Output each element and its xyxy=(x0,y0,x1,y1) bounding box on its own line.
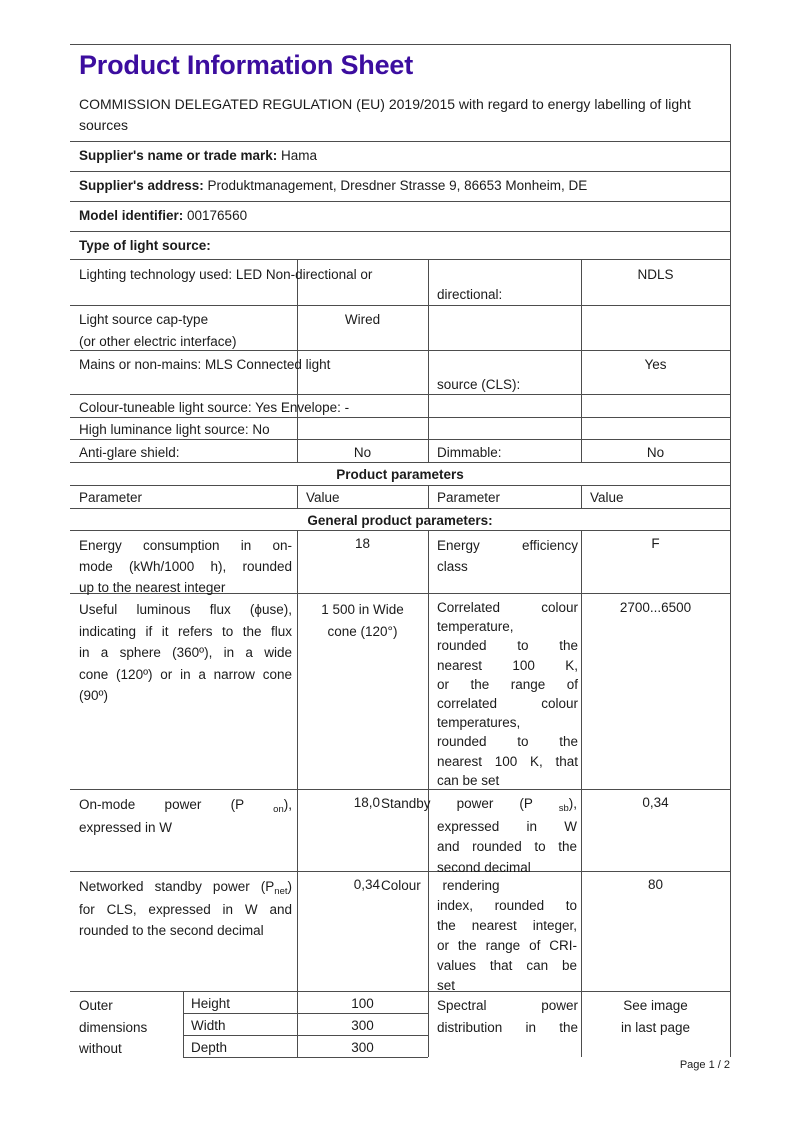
standby-power-value: 0,34 xyxy=(642,795,669,810)
table-border-horizontal xyxy=(70,44,730,45)
subtable-border-horizontal xyxy=(183,1035,428,1036)
dimmable-value: No xyxy=(646,445,665,460)
subtable-border-horizontal xyxy=(183,1057,428,1058)
subscript-on: on xyxy=(273,804,284,815)
cap-type-label-line2: (or other electric interface) xyxy=(79,334,237,349)
colour-tuneable-row: Colour-tuneable light source: Yes Envelope: - xyxy=(79,400,350,415)
mains-value: Yes xyxy=(644,357,667,372)
energy-consumption-value: 18 xyxy=(354,536,371,551)
product-parameters-band: Product parameters xyxy=(336,467,464,482)
dimension-depth-value: 300 xyxy=(351,1040,374,1055)
outer-dimensions-label: Outer dimensions without xyxy=(79,998,148,1056)
anti-glare-label: Anti-glare shield: xyxy=(79,445,180,460)
supplier-address-label: Supplier's address: xyxy=(79,178,204,193)
table-border-horizontal xyxy=(70,305,730,306)
regulation-subtitle: COMMISSION DELEGATED REGULATION (EU) 2019/2015 with regard to energy labelling of light sources xyxy=(79,96,691,133)
table-border-horizontal xyxy=(70,485,730,486)
dimension-width-label: Width xyxy=(191,1018,226,1033)
onmode-power-value: 18,0 xyxy=(353,795,380,810)
energy-consumption-label: Energy consumption in on- mode (kWh/1000 h), rounded up to the nearest integer xyxy=(79,538,292,595)
lighting-technology-label-line1: Lighting technology used: LED Non-directional or xyxy=(79,267,373,282)
dimmable-label: Dimmable: xyxy=(437,445,502,460)
lighting-technology-label-line2: directional: xyxy=(437,287,503,302)
luminous-flux-label: Useful luminous flux (ϕuse), indicating if it refers to the flux in a sphere (360º), in a wide cone (120º) or in a narrow cone (90º) xyxy=(79,602,292,703)
energy-efficiency-class-value: F xyxy=(651,536,660,551)
table-border-vertical xyxy=(730,44,731,1057)
table-border-horizontal xyxy=(70,394,730,395)
page-title: Product Information Sheet xyxy=(79,50,414,80)
networked-standby-label: Networked standby power $(P_{net})$ for CLS, expressed in W and rounded to the second decimal xyxy=(79,879,292,938)
table-border-vertical xyxy=(581,485,582,508)
table-border-horizontal xyxy=(70,439,730,440)
subscript-net: net xyxy=(274,886,288,897)
table-border-horizontal xyxy=(70,871,730,872)
colour-rendering-index-value: 80 xyxy=(647,877,664,892)
spectral-power-distribution-label: Spectral power distribution in the xyxy=(437,998,578,1035)
subtable-border-vertical xyxy=(183,991,184,1057)
dimension-depth-label: Depth xyxy=(191,1040,228,1055)
table-border-horizontal xyxy=(70,201,730,202)
energy-efficiency-class-label: Energy efficiency class xyxy=(437,538,578,574)
cap-type-value: Wired xyxy=(344,312,381,327)
table-border-horizontal xyxy=(70,508,730,509)
subtable-border-horizontal xyxy=(183,1013,428,1014)
table-border-horizontal xyxy=(70,141,730,142)
column-header-value-2: Value xyxy=(590,490,624,505)
table-border-horizontal xyxy=(70,462,730,463)
correlated-colour-temperature-value: 2700...6500 xyxy=(619,600,692,615)
general-product-parameters-band: General product parameters: xyxy=(307,513,493,528)
model-identifier-row xyxy=(79,207,247,225)
mains-label-line1: Mains or non-mains: MLS Connected light xyxy=(79,357,331,372)
supplier-name-row xyxy=(79,147,317,165)
dimension-height-value: 100 xyxy=(351,996,374,1011)
dimension-width-value: 300 xyxy=(351,1018,374,1033)
table-border-horizontal xyxy=(70,991,730,992)
table-border-horizontal xyxy=(70,530,730,531)
networked-standby-value: 0,34 xyxy=(353,877,380,892)
table-border-vertical xyxy=(428,259,429,462)
correlated-colour-temperature-label: Correlated colour temperature, rounded to the nearest 100 K, or the range of correlated colour temperatures, rounded to the nearest 100 K, that can be set xyxy=(437,600,578,788)
table-border-horizontal xyxy=(70,171,730,172)
table-border-horizontal xyxy=(70,417,730,418)
anti-glare-value: No xyxy=(353,445,372,460)
supplier-name-label: Supplier's name or trade mark: xyxy=(79,148,278,163)
onmode-power-label: On-mode power (P $_{on}$), expressed in W xyxy=(79,797,292,835)
lighting-technology-value: NDLS xyxy=(637,267,674,282)
cap-type-label-line1: Light source cap-type xyxy=(79,312,209,327)
column-header-parameter-1: Parameter xyxy=(79,490,143,505)
supplier-address-value: Produktmanagement, Dresdner Strasse 9, 86653 Monheim, DE xyxy=(207,178,588,193)
mains-label-line2: source (CLS): xyxy=(437,377,521,392)
model-identifier-label: Model identifier: xyxy=(79,208,184,223)
spectral-power-distribution-value: See image in last page xyxy=(620,998,691,1035)
supplier-name-value: Hama xyxy=(281,148,318,163)
dimension-height-label: Height xyxy=(191,996,231,1011)
high-luminance-row: High luminance light source: No xyxy=(79,422,270,437)
column-header-parameter-2: Parameter xyxy=(437,490,501,505)
column-header-value-1: Value xyxy=(306,490,340,505)
type-of-light-source-heading: Type of light source: xyxy=(79,238,211,253)
table-border-vertical xyxy=(428,485,429,508)
model-identifier-value: 00176560 xyxy=(187,208,248,223)
luminous-flux-value: 1 500 in Wide cone (120°) xyxy=(321,602,404,639)
table-border-horizontal xyxy=(70,789,730,790)
page-number: Page 1 / 2 xyxy=(679,1059,730,1071)
supplier-address-row xyxy=(79,177,587,195)
standby-power-label: Standby power (P $_{sb}$), expressed in W and rounded to the second decimal xyxy=(381,796,577,875)
table-border-vertical xyxy=(297,485,298,508)
table-border-horizontal xyxy=(70,231,730,232)
subscript-sb: sb xyxy=(558,803,569,814)
colour-rendering-index-label: Colour rendering index, rounded to the nearest integer, or the range of CRI- values that can be set xyxy=(381,878,577,993)
table-border-horizontal xyxy=(70,259,730,260)
